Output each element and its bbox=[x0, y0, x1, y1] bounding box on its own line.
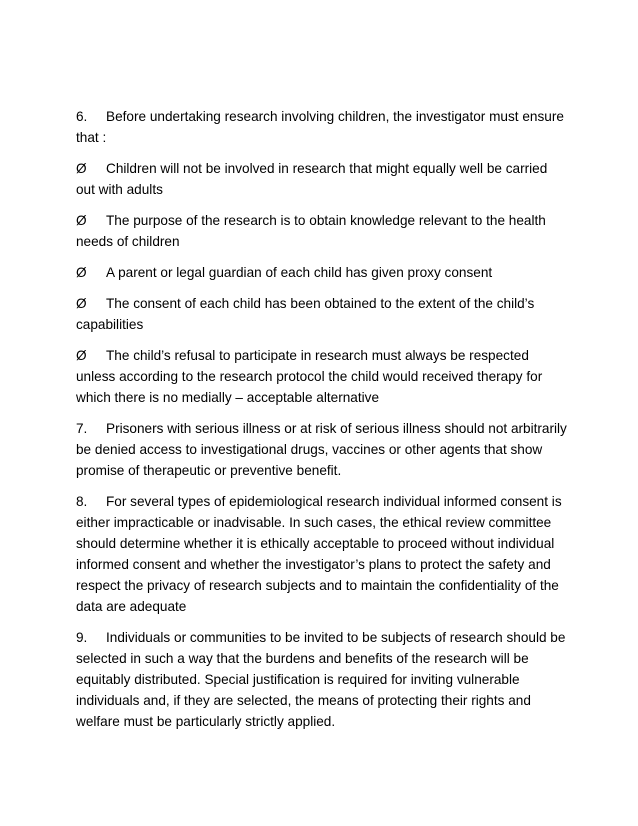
paragraph-text: The purpose of the research is to obtain knowledge relevant to the health needs of children bbox=[76, 213, 546, 249]
bullet-marker: Ø bbox=[76, 213, 87, 228]
paragraph-7 bbox=[76, 418, 568, 481]
paragraph-text: Individuals or communities to be invited to be subjects of research should be selected in such a way that the burdens and benefits of the research will be equitably distributed. Special justification is required for inviting vulnerable individuals and, if they are selected, the means of protecting their rights and welfare must be particularly strictly applied. bbox=[76, 630, 566, 729]
paragraph-marker: 9. bbox=[76, 630, 88, 645]
bullet-item bbox=[76, 158, 568, 200]
paragraph-9 bbox=[76, 627, 568, 732]
bullet-item bbox=[76, 345, 568, 408]
paragraph-8 bbox=[76, 491, 568, 617]
bullet-item bbox=[76, 293, 568, 335]
document-body bbox=[76, 106, 568, 742]
paragraph-text: The child’s refusal to participate in research must always be respected unless according to the research protocol the child would received therapy for which there is no medially – acceptable alternative bbox=[76, 348, 543, 405]
paragraph-text: For several types of epidemiological research individual informed consent is either impracticable or inadvisable. In such cases, the ethical review committee should determine whether it is ethically acceptable to proceed without individual informed consent and whether the investigator’s plans to protect the safety and respect the privacy of research subjects and to maintain the confidentiality of the data are adequate bbox=[76, 494, 562, 614]
paragraph-text: A parent or legal guardian of each child has given proxy consent bbox=[106, 265, 493, 280]
paragraph-marker: 7. bbox=[76, 421, 88, 436]
paragraph-text: Children will not be involved in research that might equally well be carried out with adults bbox=[76, 161, 548, 197]
bullet-marker: Ø bbox=[76, 296, 87, 311]
bullet-item bbox=[76, 262, 568, 283]
paragraph-6 bbox=[76, 106, 568, 148]
paragraph-text: Prisoners with serious illness or at risk of serious illness should not arbitrarily be denied access to investigational drugs, vaccines or other agents that show promise of therapeutic or preventive benefit. bbox=[76, 421, 567, 478]
paragraph-marker: 6. bbox=[76, 109, 88, 124]
bullet-marker: Ø bbox=[76, 161, 87, 176]
bullet-marker: Ø bbox=[76, 265, 87, 280]
paragraph-text: The consent of each child has been obtained to the extent of the child’s capabilities bbox=[76, 296, 535, 332]
paragraph-marker: 8. bbox=[76, 494, 88, 509]
paragraph-text: Before undertaking research involving children, the investigator must ensure that : bbox=[76, 109, 564, 145]
bullet-marker: Ø bbox=[76, 348, 87, 363]
bullet-item bbox=[76, 210, 568, 252]
